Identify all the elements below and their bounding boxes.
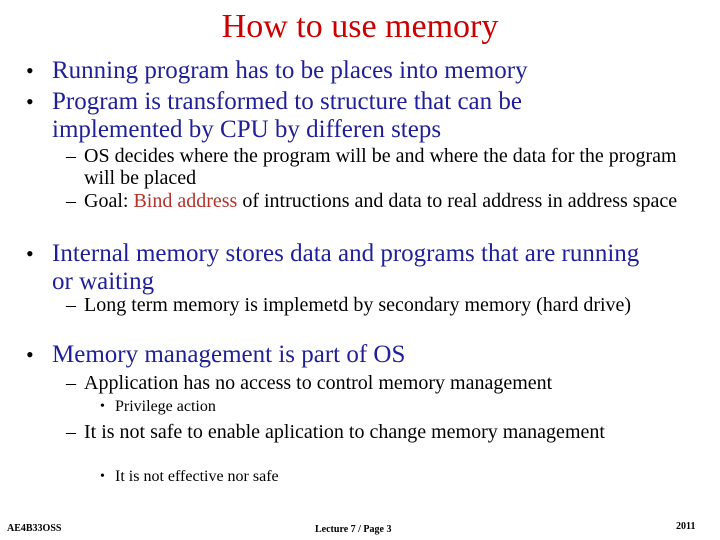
sub-sub-bullet-text: Privilege action: [115, 398, 216, 415]
sub-sub-bullet-text: It is not effective nor safe: [115, 468, 279, 485]
dash-marker: –: [66, 372, 76, 394]
bullet-marker: •: [26, 342, 34, 367]
slide-title: How to use memory: [221, 8, 499, 45]
bullet-marker: •: [26, 58, 34, 83]
sub-bullet-text: OS decides where the program will be and where the data for the program will be placed: [84, 145, 677, 189]
bullet-item: [26, 57, 528, 85]
sub-bullet-text: It is not safe to enable aplication to change memory management: [84, 421, 605, 443]
sub-bullet-item: [66, 421, 606, 443]
goal-suffix: of intructions and data to real address in address space: [237, 190, 678, 212]
bullet-text: Internal memory stores data and programs that are running or waiting: [52, 240, 640, 295]
bullet-text: Program is transformed to structure that can be implemented by CPU by differen steps: [52, 88, 522, 143]
dash-marker: –: [66, 145, 76, 167]
bullet-item: [26, 240, 666, 296]
bullet-item: [26, 88, 626, 144]
sub-bullet-text: Application has no access to control memory management: [84, 372, 553, 394]
bullet-marker: •: [100, 399, 105, 414]
bullet-text: Memory management is part of OS: [52, 341, 406, 368]
bullet-marker: •: [26, 89, 34, 114]
footer-course-code: AE4B33OSS: [7, 523, 62, 534]
sub-sub-bullet-item: [100, 467, 279, 487]
sub-bullet-text: [84, 190, 686, 212]
sub-bullet-item: [66, 190, 686, 212]
sub-bullet-item: [66, 294, 686, 316]
bullet-item: [26, 341, 405, 369]
bullet-marker: •: [26, 241, 34, 266]
bullet-text: Running program has to be places into memory: [52, 57, 528, 84]
bind-address-highlight: Bind address: [133, 190, 238, 212]
goal-prefix: Goal:: [84, 190, 134, 212]
footer-year: 2011: [676, 521, 696, 532]
bullet-marker: •: [100, 469, 105, 484]
footer-page-number: Lecture 7 / Page 3: [315, 524, 392, 535]
sub-bullet-text: Long term memory is implemetd by secondary memory (hard drive): [84, 294, 632, 316]
sub-bullet-item: [66, 372, 686, 394]
sub-bullet-item: [66, 145, 686, 189]
dash-marker: –: [66, 294, 76, 316]
sub-sub-bullet-item: [100, 397, 216, 417]
dash-marker: –: [66, 421, 76, 443]
dash-marker: –: [66, 190, 76, 212]
